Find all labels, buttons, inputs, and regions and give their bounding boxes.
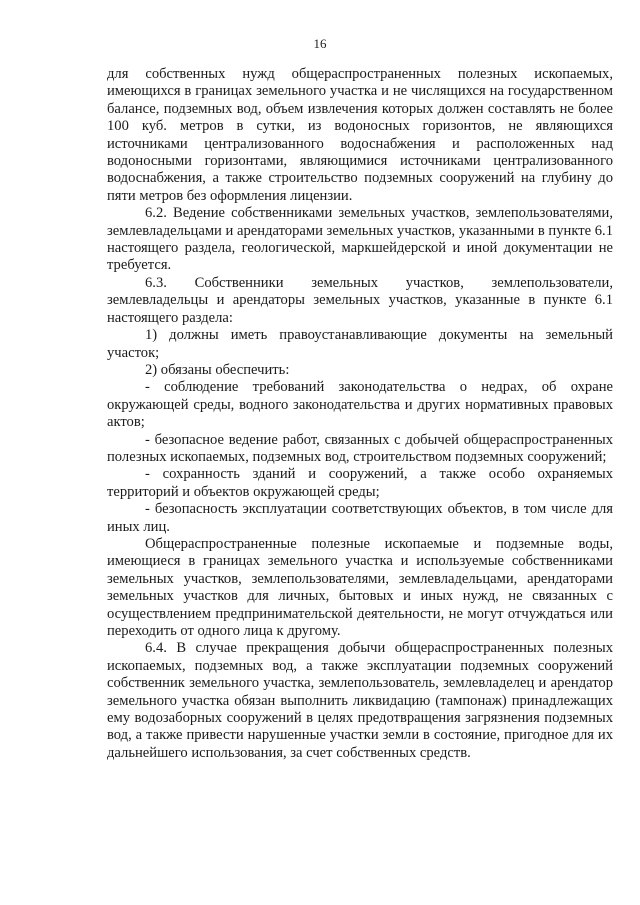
sub-item-operation-safety: - безопасность эксплуатации соответствующих объектов, в том числе для иных лиц.	[107, 501, 613, 535]
paragraph-6-3: 6.3. Собственники земельных участков, землепользователи, землевладельцы и арендаторы земельных участков, указанные в пункте 6.1 настоящего раздела:	[107, 274, 613, 326]
sub-item-safe-works: - безопасное ведение работ, связанных с добычей общераспространенных полезных ископаемых, подземных вод, строительством подземных сооружений;	[107, 431, 613, 465]
page-number: 16	[313, 36, 327, 51]
document-body	[107, 66, 613, 762]
paragraph-6-4: 6.4. В случае прекращения добычи общераспространенных полезных ископаемых, подземных вод, а также эксплуатации подземных сооружений собственник земельного участка, землепользователь, землевладелец и арендатор земельного участка обязан выполнить ликвидацию (тампонаж) принадлежащих ему водозаборных сооружений в целях предотвращения загрязнения подземных вод, а также привести нарушенные участки земли в состояние, пригодное для их дальнейшего использования, за счет собственных средств.	[107, 640, 613, 761]
sub-item-preservation: - сохранность зданий и сооружений, а также особо охраняемых территорий и объектов окружающей среды;	[107, 466, 613, 500]
list-item-1: 1) должны иметь правоустанавливающие документы на земельный участок;	[107, 327, 613, 361]
sub-item-legislation: - соблюдение требований законодательства о недрах, об охране окружающей среды, водного законодательства и других нормативных правовых актов;	[107, 379, 613, 431]
paragraph-alienation: Общераспространенные полезные ископаемые и подземные воды, имеющиеся в границах земельного участка и используемые собственниками земельных участков, землепользователями, землевладельцами, арендаторами земельных участков для личных, бытовых и иных нужд, не связанных с осуществлением предпринимательской деятельности, не могут отчуждаться или переходить от одного лица к другому.	[107, 535, 613, 639]
paragraph-6-2: 6.2. Ведение собственниками земельных участков, землепользователями, землевладельцами и арендаторами земельных участков, указанными в пункте 6.1 настоящего раздела, геологической, маркшейдерской и иной документации не требуется.	[107, 205, 613, 274]
paragraph-continuation: для собственных нужд общераспространенных полезных ископаемых, имеющихся в границах земельного участка и не числящихся на государственном балансе, подземных вод, объем извлечения которых должен составлять не более 100 куб. метров в сутки, из водоносных горизонтов, не являющихся источниками централизованного водоснабжения и расположенных над водоносными горизонтами, являющимися источниками централизованного водоснабжения, а также строительство подземных сооружений на глубину до пяти метров без оформления лицензии.	[107, 66, 613, 204]
list-item-2: 2) обязаны обеспечить:	[145, 361, 290, 378]
